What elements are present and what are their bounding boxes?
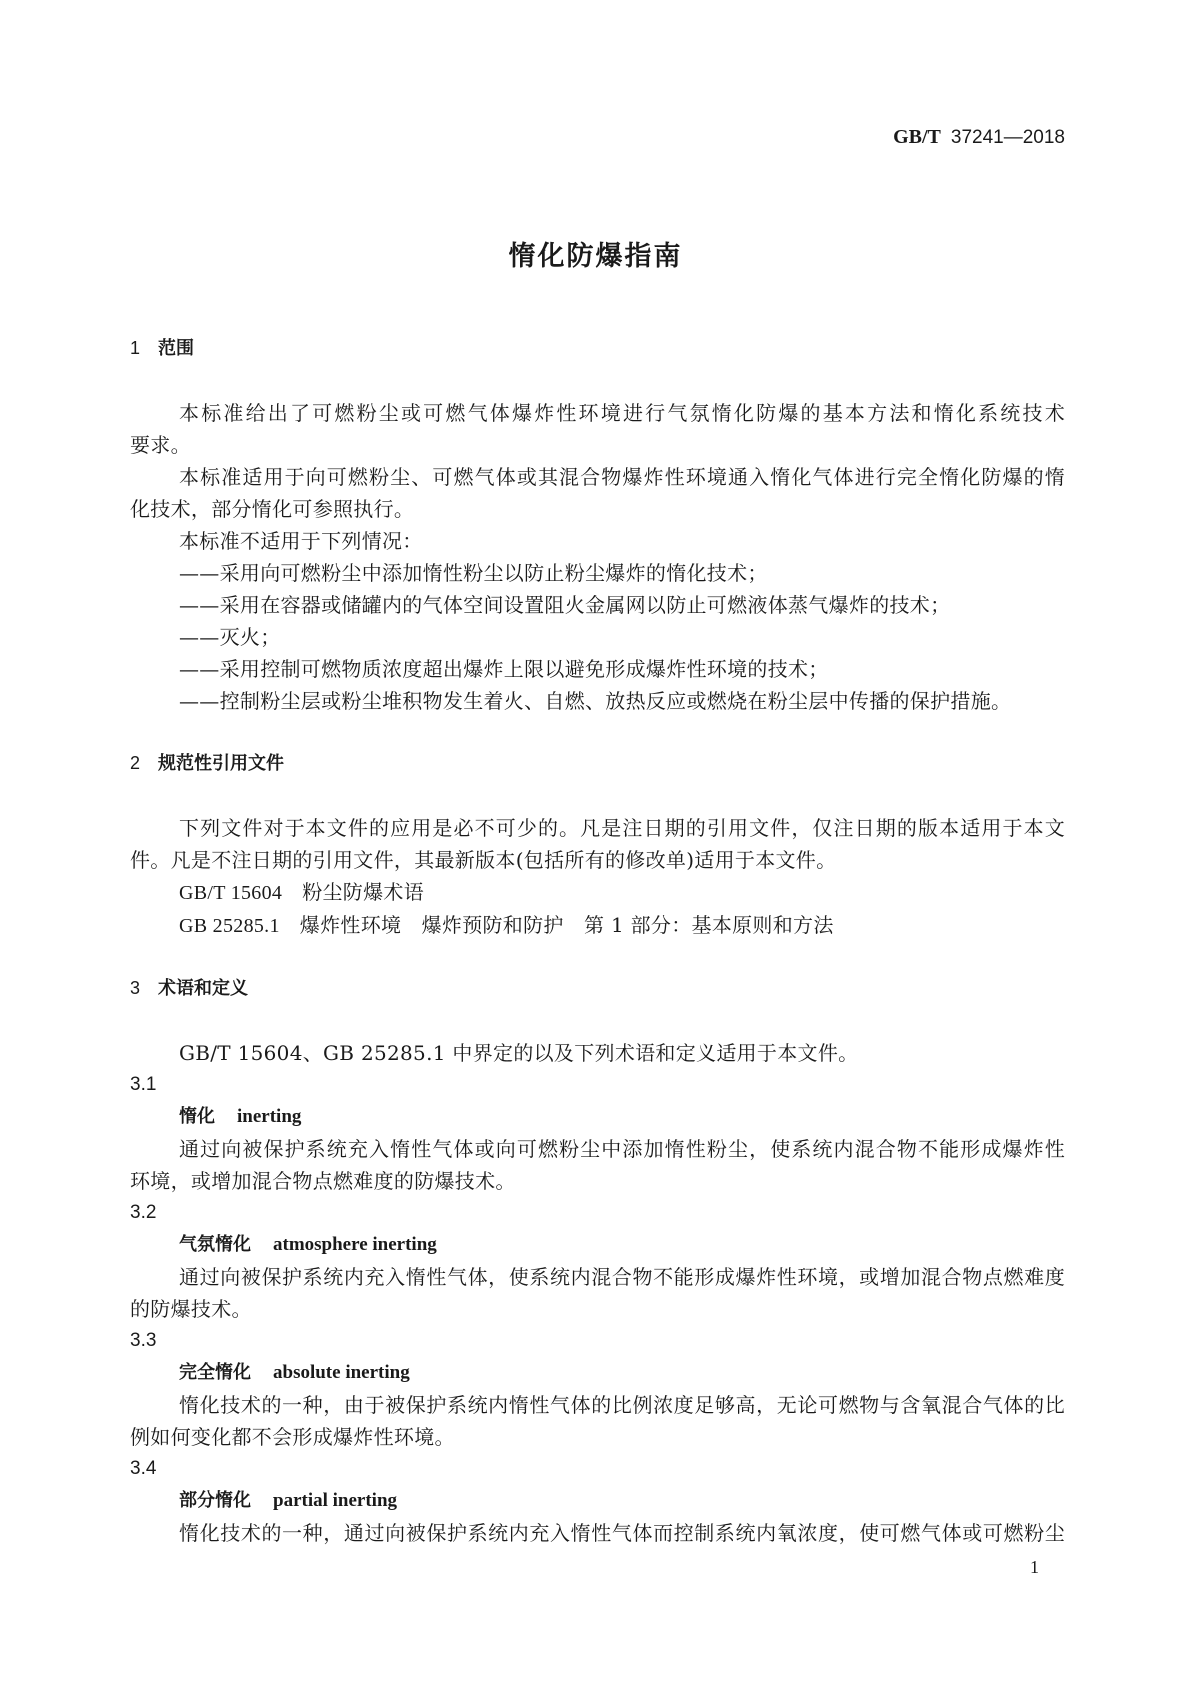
term-heading (130, 1485, 1065, 1517)
paragraph-line: 本标准适用于向可燃粉尘、可燃气体或其混合物爆炸性环境通入惰化气体进行完全惰化防爆的惰 (179, 465, 1065, 489)
page-number: 1 (1030, 1557, 1039, 1577)
definition-line: 例如何变化都不会形成爆炸性环境。 (130, 1425, 455, 1449)
paragraph-line: GB/T 15604、GB 25285.1 中界定的以及下列术语和定义适用于本文件。 (179, 1041, 859, 1065)
term-heading (130, 1101, 1065, 1133)
definition-line: 惰化技术的一种，通过向被保护系统内充入惰性气体而控制系统内氧浓度，使可燃气体或可燃粉尘 (179, 1521, 1065, 1545)
paragraph-line: 下列文件对于本文件的应用是必不可少的。凡是注日期的引用文件，仅注日期的版本适用于本文 (179, 816, 1065, 840)
clause-number: 3.2 (130, 1202, 157, 1223)
paragraph-line: 本标准给出了可燃粉尘或可燃气体爆炸性环境进行气氛惰化防爆的基本方法和惰化系统技术 (179, 401, 1065, 425)
term-en: inerting (237, 1106, 302, 1127)
reference-code: GB 25285.1 (179, 915, 280, 937)
term-zh: 惰化 (179, 1106, 215, 1127)
list-item: ——控制粉尘层或粉尘堆积物发生着火、自燃、放热反应或燃烧在粉尘层中传播的保护措施。 (179, 689, 1012, 713)
reference-code: GB/T 15604 (179, 882, 283, 904)
definition-line: 通过向被保护系统内充入惰性气体，使系统内混合物不能形成爆炸性环境，或增加混合物点燃难度 (179, 1265, 1065, 1289)
section-title: 术语和定义 (158, 978, 248, 999)
section-title: 规范性引用文件 (158, 753, 284, 774)
section-title: 范围 (158, 338, 194, 359)
document-body (130, 332, 1065, 1549)
section-number: 2 (130, 753, 141, 773)
section-number: 3 (130, 978, 141, 998)
clause-number: 3.4 (130, 1458, 157, 1479)
definition-line: 通过向被保护系统充入惰性气体或向可燃粉尘中添加惰性粉尘，使系统内混合物不能形成爆炸性 (179, 1137, 1065, 1161)
term-zh: 气氛惰化 (179, 1234, 251, 1255)
term-heading (130, 1229, 1065, 1261)
definition-line: 环境，或增加混合物点燃难度的防爆技术。 (130, 1169, 516, 1193)
reference-item (130, 909, 1065, 942)
term-heading (130, 1357, 1065, 1389)
list-item: ——采用控制可燃物质浓度超出爆炸上限以避免形成爆炸性环境的技术； (179, 657, 829, 681)
section-heading-terms (130, 972, 1065, 1005)
standard-code (893, 126, 1065, 149)
reference-item (130, 876, 1065, 909)
term-zh: 完全惰化 (179, 1362, 251, 1383)
definition-line: 的防爆技术。 (130, 1297, 252, 1321)
section-heading-scope (130, 332, 1065, 365)
definition-line: 惰化技术的一种，由于被保护系统内惰性气体的比例浓度足够高，无论可燃物与含氧混合气体的比 (179, 1393, 1065, 1417)
list-item: ——采用在容器或储罐内的气体空间设置阻火金属网以防止可燃液体蒸气爆炸的技术； (179, 593, 951, 617)
term-en: partial inerting (273, 1490, 398, 1511)
reference-title: 爆炸性环境 爆炸预防和防护 第 1 部分：基本原则和方法 (299, 913, 834, 937)
paragraph-line: 化技术，部分惰化可参照执行。 (130, 497, 415, 521)
standard-code-number: 37241—2018 (950, 127, 1065, 148)
clause-number: 3.1 (130, 1074, 157, 1095)
term-en: absolute inerting (273, 1362, 410, 1383)
clause-number: 3.3 (130, 1330, 157, 1351)
reference-title: 粉尘防爆术语 (302, 880, 425, 904)
term-zh: 部分惰化 (179, 1490, 251, 1511)
list-item: ——采用向可燃粉尘中添加惰性粉尘以防止粉尘爆炸的惰化技术； (179, 561, 768, 585)
term-en: atmosphere inerting (273, 1234, 437, 1255)
list-item: ——灭火； (179, 625, 281, 649)
section-heading-normative-references (130, 747, 1065, 780)
section-number: 1 (130, 338, 141, 358)
paragraph-line: 本标准不适用于下列情况： (179, 529, 423, 553)
document-title: 惰化防爆指南 (508, 241, 683, 272)
paragraph-line: 要求。 (130, 433, 191, 457)
standard-code-prefix: GB/T (893, 126, 941, 148)
paragraph-line: 件。凡是不注日期的引用文件，其最新版本(包括所有的修改单)适用于本文件。 (130, 848, 837, 872)
